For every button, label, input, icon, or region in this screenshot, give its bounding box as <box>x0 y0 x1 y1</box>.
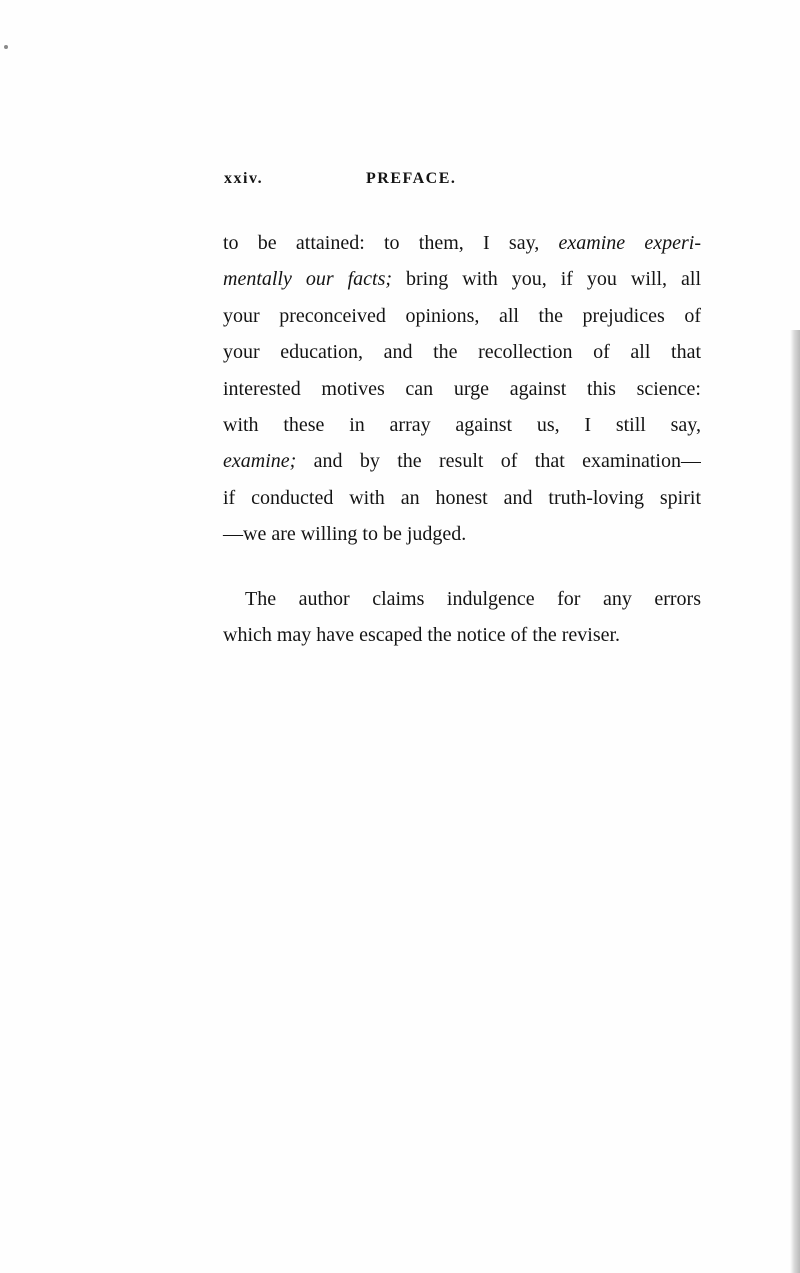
body-text <box>223 225 701 653</box>
text-run: and by the result of that examination— <box>296 450 701 473</box>
paper-speck <box>4 45 8 49</box>
text-line <box>223 225 701 261</box>
italic-text-run: examine; <box>223 450 297 473</box>
text-line: The author claims indulgence for any errors <box>245 587 701 610</box>
running-head <box>224 170 554 196</box>
text-line <box>223 443 701 479</box>
italic-text-run: mentally our facts; <box>223 268 393 291</box>
text-run: to be attained: to them, I say, <box>223 232 559 254</box>
page-edge-shadow <box>790 330 800 1273</box>
text-line: —we are willing to be judged. <box>223 523 467 546</box>
text-line <box>223 261 701 297</box>
text-line: with these in array against us, I still say, <box>223 413 701 436</box>
paragraph <box>223 581 701 654</box>
text-line: interested motives can urge against this science: <box>223 377 701 400</box>
paragraph <box>223 225 701 553</box>
page-number: xxiv. <box>224 170 264 187</box>
text-line: if conducted with an honest and truth-loving spirit <box>223 486 701 509</box>
text-line: your education, and the recollection of all that <box>223 341 701 364</box>
text-run: bring with you, if you will, all <box>392 268 701 291</box>
text-line: which may have escaped the notice of the reviser. <box>223 623 621 646</box>
running-head-title: PREFACE. <box>366 170 457 187</box>
italic-text-run: examine experi- <box>558 232 701 254</box>
paragraph-spacing <box>223 553 701 581</box>
text-line: your preconceived opinions, all the prejudices of <box>223 304 701 327</box>
